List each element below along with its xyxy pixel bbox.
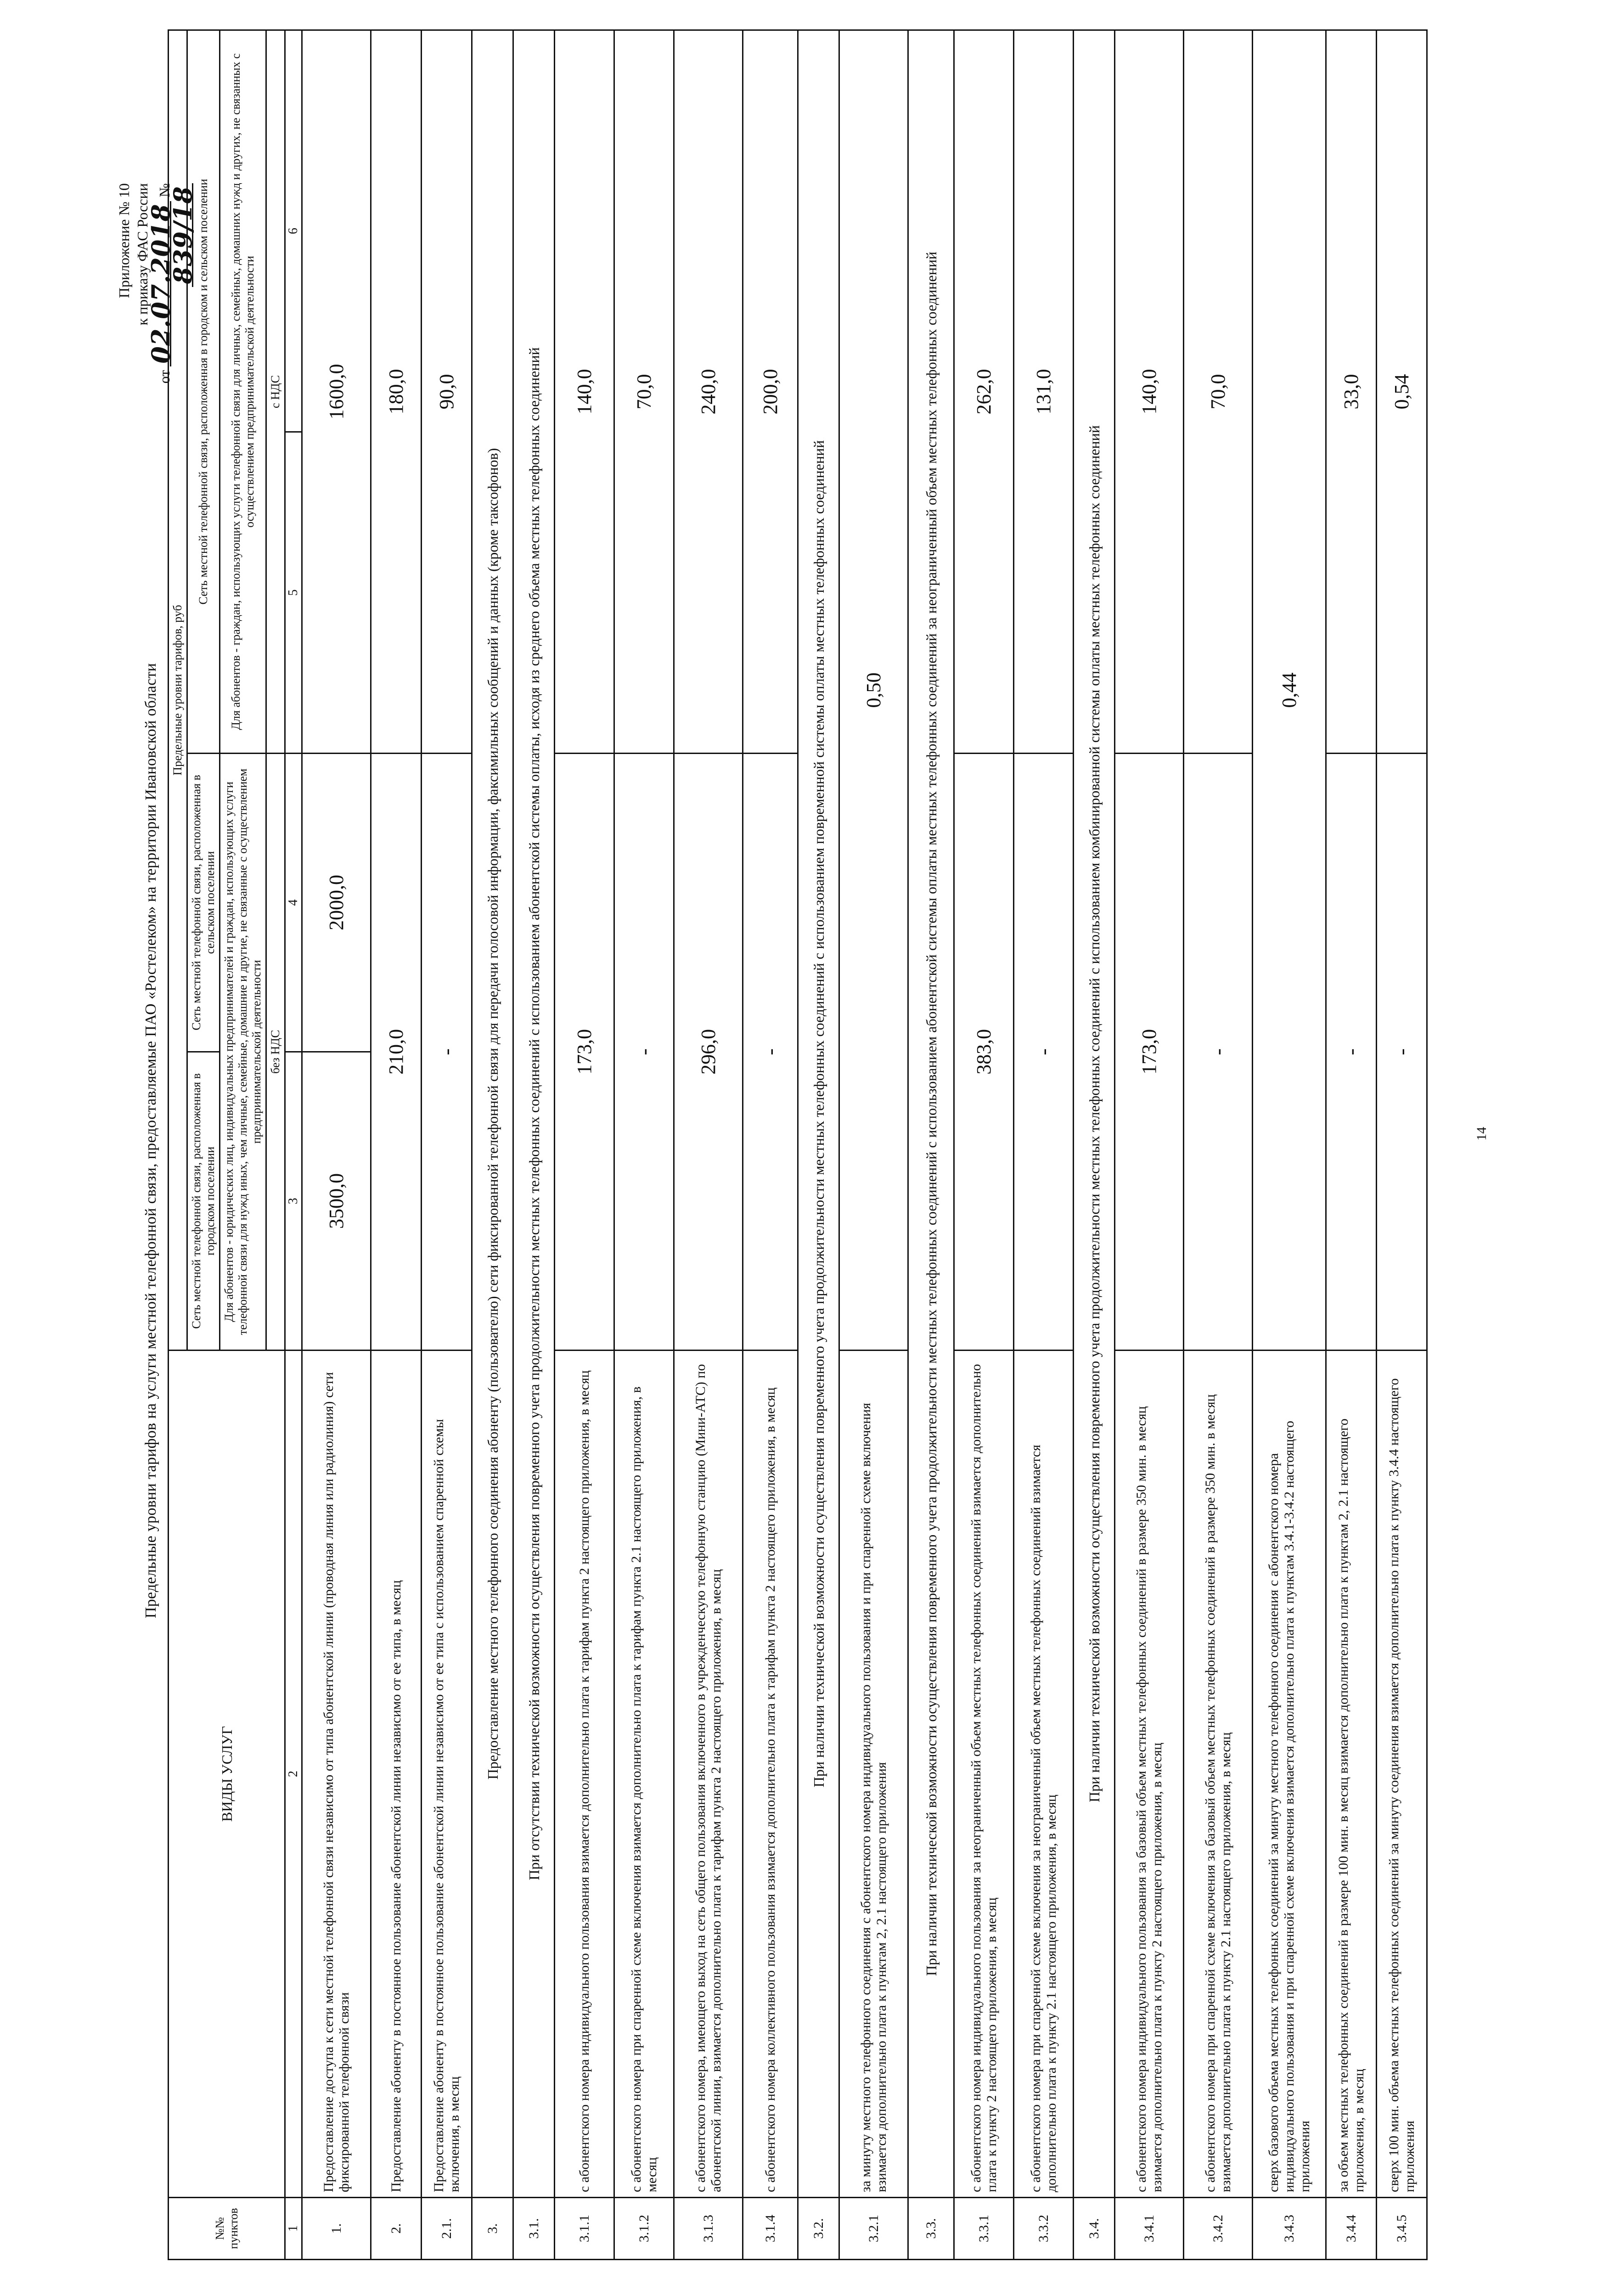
section-title: При наличии технической возможности осуществления повременного учета продолжительности местных телефонных соединений с использованием абонентской системы оплаты местных телефонных соединений за неограниченный объем местных телефонных соединений [908, 30, 954, 2197]
row-number: 3.3.1 [954, 2198, 1014, 2260]
value-private-vat: 140,0 [1115, 30, 1184, 753]
section-title: При отсутствии технической возможности осуществления повременного учета продолжительности местных телефонных соединений с использованием абонентской системы оплаты, исходя из среднего объема местных телефонных соединений [513, 30, 555, 2197]
row-description: с абонентского номера при спаренной схеме включения за неограниченный объем местных телефонных соединений взимается дополнительно плата к пункту 2.1 настоящего приложения, в месяц [1014, 1351, 1074, 2198]
value-legal-novat: 383,0 [954, 754, 1014, 1351]
value-private-vat: 262,0 [954, 30, 1014, 753]
row-number: 3.4.3 [1253, 2198, 1326, 2260]
row-number: 2.1. [422, 2198, 472, 2260]
col-num-1: 1 [285, 2198, 302, 2260]
section-title: Предоставление местного телефонного соединения абоненту (пользователю) сети фиксированной телефонной связи для передачи голосовой информации, факсимильных сообщений и данных (кроме таксофонов) [472, 30, 513, 2197]
table-row [1014, 30, 1074, 2259]
row-number: 3.2.1 [839, 2198, 908, 2260]
with-vat-header: с НДС [266, 30, 285, 753]
section-row [798, 30, 839, 2259]
value-legal-novat: 296,0 [674, 754, 743, 1351]
row-description: за объем местных телефонных соединений в размере 100 мин. в месяц взимается дополнительно плата к пунктам 2, 2.1 настоящего приложения, в месяц [1326, 1351, 1377, 2198]
value-private-vat: 180,0 [371, 30, 422, 753]
row-description: сверх 100 мин. объема местных телефонных соединений за минуту соединения взимается дополнительно плата к пункту 3.4.4 настоящего приложения [1377, 1351, 1427, 2198]
row-description: Предоставление доступа к сети местной телефонной связи независимо от типа абонентской линии (проводная линия или радиолиния) сети фиксированной телефонной связи [302, 1351, 371, 2198]
row-description: с абонентского номера при спаренной схеме включения за базовый объем местных телефонных соединений в размере 350 мин. в месяц взимается дополнительно плата к пункту 2.1 настоящего приложения, в месяц [1184, 1351, 1253, 2198]
table-row [1253, 30, 1326, 2259]
table-row [371, 30, 422, 2259]
abonent-private-header: Для абонентов - граждан, использующих услуги телефонной связи для личных, семейных, домашних нужд и других, не связанных с осуществлением предпринимательской деятельности [220, 30, 266, 753]
table-row [1326, 30, 1377, 2259]
row-description: с абонентского номера коллективного пользования взимается дополнительно плата к тарифам пункта 2 настоящего приложения, в месяц [743, 1351, 798, 2198]
row-number: 3.4. [1074, 2198, 1115, 2260]
row-description: с абонентского номера индивидуального пользования за неограниченный объем местных телефонных соединений взимается дополнительно плата к пункту 2 настоящего приложения, в месяц [954, 1351, 1014, 2198]
table-row [614, 30, 674, 2259]
row-number: 3.1.1 [555, 2198, 614, 2260]
value-all-columns: 0,50 [839, 30, 908, 1350]
section-row [472, 30, 513, 2259]
col-num-6: 6 [285, 30, 302, 432]
value-legal-novat: - [1184, 754, 1253, 1351]
row-number: 3.4.1 [1115, 2198, 1184, 2260]
row-description: с абонентского номера индивидуального пользования взимается дополнительно плата к тарифам пункта 2 настоящего приложения, в месяц [555, 1351, 614, 2198]
row-number: 3.1.4 [743, 2198, 798, 2260]
city-both-header: Сеть местной телефонной связи, расположенная в городском и сельском поселении [187, 30, 220, 753]
value-private-vat: 140,0 [555, 30, 614, 753]
value-private-vat: 90,0 [422, 30, 472, 753]
tariff-table [168, 29, 1428, 2260]
row-number: 2. [371, 2198, 422, 2260]
section-title: При наличии технической возможности осуществления повременного учета продолжительности местных телефонных соединений с использованием комбинированной системы оплаты местных телефонных соединений [1074, 30, 1115, 2197]
order-label: к приказу ФАС России [134, 183, 151, 326]
page-number: 14 [1474, 1127, 1489, 1141]
order-date: 02.07.2018 [152, 201, 171, 366]
value-legal-novat: - [1326, 754, 1377, 1351]
row-number: 3.4.2 [1184, 2198, 1253, 2260]
table-row [743, 30, 798, 2259]
table-row [674, 30, 743, 2259]
table-row [422, 30, 472, 2259]
row-description: с абонентского номера, имеющего выход на сеть общего пользования включенного в учрежденческую телефонную станцию (Мини-АТС) по абонентской линии, взимается дополнительно плата к тарифам пункта 2 настоящего приложения, в месяц [674, 1351, 743, 2198]
row-number: 3.3. [908, 2198, 954, 2260]
col-num-3: 3 [285, 1052, 302, 1351]
value-legal-novat: - [743, 754, 798, 1351]
tariff-header: Предельные уровни тарифов, руб [169, 30, 187, 1350]
row-description: с абонентского номера при спаренной схеме включения взимается дополнительно плата к тарифам пункта 2.1 настоящего приложения, в месяц [614, 1351, 674, 2198]
no-vat-header: без НДС [266, 754, 285, 1351]
col-num-5: 5 [285, 432, 302, 754]
section-row [908, 30, 954, 2259]
table-row [839, 30, 908, 2259]
table-row [1377, 30, 1427, 2259]
value-rural: 2000,0 [302, 754, 371, 1052]
value-legal-novat: - [1377, 754, 1427, 1351]
city-urban-header: Сеть местной телефонной связи, расположенная в городском поселении [187, 1052, 220, 1351]
row-description: Предоставление абоненту в постоянное пользование абонентской линии независимо от ее типа, в месяц [371, 1351, 422, 2198]
from-prefix: от [156, 370, 173, 384]
value-legal-novat: 210,0 [371, 754, 422, 1351]
value-legal-novat: - [422, 754, 472, 1351]
value-private-vat: 0,54 [1377, 30, 1427, 753]
col-num-4: 4 [285, 754, 302, 1052]
row-description: Предоставление абоненту в постоянное пользование абонентской линии независимо от ее типа с использованием спаренной схемы включения, в месяц [422, 1351, 472, 2198]
number-prefix: № [156, 183, 173, 197]
row-number: 1. [302, 2198, 371, 2260]
row-number: 3.1.3 [674, 2198, 743, 2260]
value-all-columns: 0,44 [1253, 30, 1326, 1350]
value-urban: 3500,0 [302, 1052, 371, 1351]
row-description: за минуту местного телефонного соединения с абонентского номера индивидуального пользования и при спаренной схеме включения взимается дополнительно плата к пунктам 2, 2.1 настоящего приложения [839, 1351, 908, 2198]
section-title: При наличии технической возможности осуществления повременного учета продолжительности местных телефонных соединений с использованием повременной системы оплаты местных телефонных соединений [798, 30, 839, 2197]
value-private-vat: 70,0 [614, 30, 674, 753]
column-number-row [285, 30, 302, 2259]
row-number: 3.1. [513, 2198, 555, 2260]
value-private-vat: 200,0 [743, 30, 798, 753]
row-number: 3.3.2 [1014, 2198, 1074, 2260]
col-num-2: 2 [285, 1351, 302, 2198]
section-row [1074, 30, 1115, 2259]
table-row [555, 30, 614, 2259]
value-legal-novat: - [614, 754, 674, 1351]
value-private-vat: 131,0 [1014, 30, 1074, 753]
table-row [302, 30, 371, 2259]
table-row [1184, 30, 1253, 2259]
col-number-header: №№ пунктов [169, 2198, 285, 2260]
section-row [513, 30, 555, 2259]
document-title: Предельные уровни тарифов на услуги местной телефонной связи, предоставляемые ПАО «Ростелеком» на территории Ивановской области [142, 663, 159, 1619]
table-row [1115, 30, 1184, 2259]
row-number: 3.4.5 [1377, 2198, 1427, 2260]
value-private-vat: 1600,0 [302, 30, 371, 753]
table-row [954, 30, 1014, 2259]
value-legal-novat: 173,0 [1115, 754, 1184, 1351]
order-number: 839/18 [174, 183, 193, 287]
row-number: 3.4.4 [1326, 2198, 1377, 2260]
header-row-1 [169, 30, 187, 2259]
row-description: сверх базового объема местных телефонных соединений за минуту местного телефонного соединения с абонентского номера индивидуального пользования и при спаренной схеме включения взимается дополнительно плата к пунктам 3.4.1-3.4.2 настоящего приложения [1253, 1351, 1326, 2198]
appendix-label: Приложение № 10 [116, 183, 132, 298]
value-legal-novat: 173,0 [555, 754, 614, 1351]
city-rural-header: Сеть местной телефонной связи, расположенная в сельском поселении [187, 754, 220, 1052]
value-legal-novat: - [1014, 754, 1074, 1351]
row-number: 3.2. [798, 2198, 839, 2260]
row-number: 3.1.2 [614, 2198, 674, 2260]
col-services-header: ВИДЫ УСЛУГ [169, 1351, 285, 2198]
row-number: 3. [472, 2198, 513, 2260]
value-private-vat: 33,0 [1326, 30, 1377, 753]
value-private-vat: 240,0 [674, 30, 743, 753]
row-description: с абонентского номера индивидуального пользования за базовый объем местных телефонных соединений в размере 350 мин. в месяц взимается дополнительно плата к пункту 2 настоящего приложения, в месяц [1115, 1351, 1184, 2198]
abonent-legal-header: Для абонентов - юридических лиц, индивидуальных предпринимателей и граждан, использующих услуги телефонной связи для нужд иных, чем личные, семейные, домашние и другие, не связанные с осуществлением предпринимательской деятельности [220, 754, 266, 1351]
value-private-vat: 70,0 [1184, 30, 1253, 753]
